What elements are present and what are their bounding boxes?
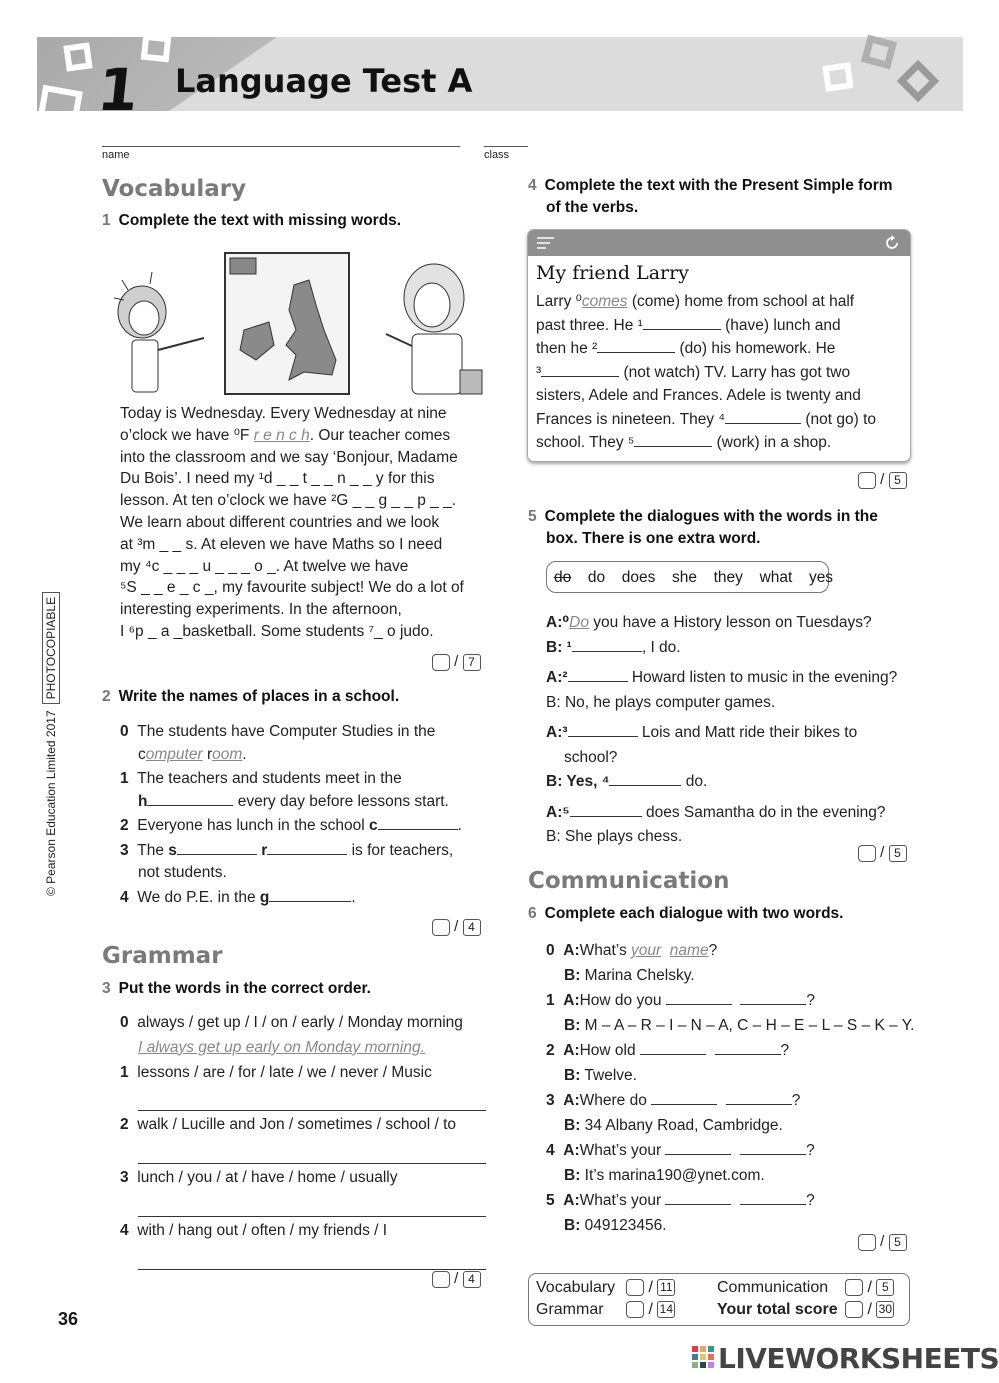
item-number: 2 — [546, 1042, 555, 1059]
dialogue-line — [546, 721, 916, 746]
score-box[interactable] — [626, 1279, 644, 1296]
item-text: We do P.E. in the — [137, 888, 256, 906]
speaker: A:⁰ — [546, 614, 570, 631]
punct: ? — [791, 1092, 801, 1109]
answer-blank[interactable] — [572, 638, 642, 652]
q5-number: 5 — [528, 508, 537, 525]
item-number: 1 — [546, 992, 555, 1009]
passage-text: o’clock we have ⁰F — [120, 426, 250, 444]
tally-label: Grammar — [536, 1301, 604, 1318]
answer-blank[interactable] — [597, 339, 675, 353]
passage-line: into the classroom and we say ‘Bonjour, Madame — [120, 448, 458, 466]
q3-item-4 — [120, 1220, 486, 1242]
score-total: 5 — [889, 472, 907, 489]
item-text: The students have Computer Studies in the — [137, 723, 436, 740]
answer-blank[interactable] — [609, 772, 681, 786]
text: past three. He ¹ — [536, 316, 643, 334]
word: what — [759, 569, 793, 586]
q4-number: 4 — [528, 177, 537, 194]
passage-line[interactable]: ⁵S _ _ e _ c _, my favourite subject! We do a lot of — [120, 579, 464, 597]
punct: . — [457, 817, 462, 834]
score-box[interactable] — [845, 1279, 863, 1296]
q1-instruction — [102, 212, 401, 230]
speaker: A:³ — [546, 724, 568, 741]
example-answer: oom — [212, 745, 243, 763]
text: How old — [579, 1042, 636, 1059]
text: Lois and Matt ride their bikes to — [641, 724, 858, 741]
text: How do you — [579, 992, 662, 1009]
q4-text: Complete the text with the Present Simple form — [544, 177, 893, 194]
q6-item-2: 2 A:How old ? — [546, 1042, 790, 1059]
example-answer: r e n c h — [253, 426, 310, 444]
tally-label: Vocabulary — [536, 1279, 616, 1296]
classroom-illustration — [104, 250, 484, 398]
grammar-heading: Grammar — [102, 943, 223, 969]
name-line[interactable] — [102, 146, 460, 147]
dialogue-line: B: No, he plays computer games. — [546, 693, 776, 711]
punct: ? — [780, 1042, 790, 1059]
q2-item-1 — [120, 768, 490, 791]
tally-label: Communication — [717, 1279, 829, 1296]
decor-square-icon — [37, 85, 83, 127]
q3-text: Put the words in the correct order. — [118, 980, 371, 997]
example-answer: Do — [569, 614, 589, 631]
item-words: lunch / you / at / have / home / usually — [137, 1169, 398, 1187]
text: 049123456. — [584, 1217, 667, 1234]
q4-text: of the verbs. — [546, 199, 639, 216]
q2-number: 2 — [102, 688, 111, 705]
card-line — [536, 337, 908, 361]
q6-reply-0: B: Marina Chelsky. — [564, 967, 695, 984]
decor-square-icon — [822, 62, 853, 92]
q3-item-3 — [120, 1167, 486, 1189]
q2-score: / 4 — [432, 918, 481, 936]
answer-blank[interactable] — [568, 723, 638, 737]
card-line — [536, 431, 908, 455]
score-total: 14 — [657, 1301, 675, 1318]
q6-text: Complete each dialogue with two words. — [544, 905, 844, 922]
punct: . — [351, 888, 356, 906]
q6-reply-4: B: It’s marina190@ynet.com. — [564, 1167, 765, 1184]
text: ³ — [536, 363, 542, 381]
score-total: 4 — [463, 919, 481, 936]
q1-score: / 7 — [432, 653, 481, 671]
item-number: 5 — [546, 1192, 555, 1209]
passage-line[interactable]: lesson. At ten o’clock we have ²G _ _ g _ _ p _ _. — [120, 492, 457, 510]
q4-instruction — [528, 175, 928, 219]
item-words: with / hang out / often / my friends / I — [137, 1221, 388, 1239]
answer-blank[interactable] — [269, 888, 351, 902]
text: Larry ⁰ — [536, 293, 582, 310]
unit-number: 1 — [94, 56, 142, 124]
answer-line[interactable] — [138, 1136, 486, 1164]
answer-blank[interactable] — [643, 316, 721, 330]
passage-line[interactable]: at ³m _ _ s. At eleven we have Maths so I need — [120, 535, 443, 553]
q2-item-4 — [120, 887, 490, 910]
score-total: 5 — [876, 1279, 894, 1296]
passage-line — [120, 425, 490, 447]
q6-item-3: 3 A:Where do ? — [546, 1092, 801, 1109]
text: Marina Chelsky. — [584, 967, 695, 984]
card-toolbar — [528, 230, 910, 256]
answer-blank[interactable] — [568, 668, 628, 682]
answer-blank[interactable] — [726, 1091, 792, 1105]
dialogue-line — [546, 801, 916, 826]
card-title: My friend Larry — [536, 262, 689, 284]
word: yes — [808, 569, 834, 586]
punct: ? — [708, 942, 718, 959]
card-line — [536, 408, 908, 432]
tally-grammar: Grammar / 14 — [536, 1301, 675, 1319]
passage-line[interactable]: my ⁴c _ _ _ u _ _ _ o _. At twelve we have — [120, 557, 409, 575]
answer-blank[interactable] — [725, 410, 801, 424]
q6-reply-1: B: M – A – R – I – N – A, C – H – E – L – S – K – Y. — [564, 1017, 915, 1034]
passage-line: Today is Wednesday. Every Wednesday at nine — [120, 405, 447, 422]
passage-line[interactable]: Du Bois’. I need my ¹d _ _ t _ _ n _ _ y for this — [120, 470, 435, 488]
passage-line: interesting experiments. In the afternoon, — [120, 601, 402, 619]
q5-dialogues — [546, 611, 916, 850]
word: she — [672, 569, 697, 586]
card-line — [536, 361, 908, 385]
text: (come) home from school at half — [631, 293, 855, 310]
answer-line[interactable] — [138, 1189, 486, 1217]
card-line — [536, 290, 908, 314]
answer-line[interactable] — [138, 1083, 486, 1111]
girl-illustration — [114, 272, 204, 392]
letter: h — [138, 792, 148, 810]
word: they — [713, 569, 743, 586]
speaker: A:² — [546, 669, 568, 686]
item-number: 2 — [120, 817, 129, 834]
q3-instruction — [102, 980, 371, 998]
text: M – A – R – I – N – A, C – H – E – L – S – K – Y. — [584, 1017, 915, 1034]
q3-items — [120, 1012, 486, 1270]
passage-line[interactable]: I ⁶p _ a _basketball. Some students ⁷_ o judo. — [120, 622, 434, 640]
q6-reply-2: B: Twelve. — [564, 1067, 637, 1084]
answer-blank[interactable] — [715, 1041, 781, 1055]
dialogue-line: school? — [564, 748, 618, 766]
text: Where do — [579, 1092, 647, 1109]
text: , I do. — [641, 638, 681, 656]
text: What’s your — [579, 1192, 662, 1209]
menu-icon[interactable] — [537, 237, 555, 249]
text: 34 Albany Road, Cambridge. — [584, 1117, 783, 1134]
larry-card — [527, 229, 911, 462]
punct: ? — [806, 1192, 815, 1209]
text: Frances is nineteen. They ⁴ — [536, 410, 726, 428]
q5-text: Complete the dialogues with the words in the — [544, 508, 878, 525]
q3-score: / 4 — [432, 1270, 481, 1288]
score-box[interactable] — [432, 1271, 450, 1288]
decor-square-icon — [141, 34, 172, 63]
answer-blank[interactable] — [541, 363, 619, 377]
score-total: 4 — [463, 1271, 481, 1288]
q3-number: 3 — [102, 980, 111, 997]
item-words: always / get up / I / on / early / Monday morning — [137, 1014, 463, 1031]
answer-blank[interactable] — [665, 1141, 731, 1155]
card-passage — [536, 290, 908, 455]
item-number: 3 — [546, 1092, 555, 1109]
word: does — [621, 569, 656, 586]
q5-instruction — [528, 506, 928, 550]
q6-instruction — [528, 905, 843, 923]
score-box[interactable] — [858, 1234, 876, 1251]
example-answer: your — [631, 942, 662, 959]
answer-blank[interactable] — [570, 803, 642, 817]
item-number: 3 — [120, 841, 129, 859]
item-words: walk / Lucille and Jon / sometimes / school / to — [137, 1116, 457, 1134]
answer-blank[interactable] — [740, 991, 806, 1005]
q6-item-5: 5 A:What’s your ? — [546, 1192, 815, 1209]
text: (work) in a shop. — [716, 434, 832, 451]
teacher-illustration — [386, 264, 482, 394]
text: you have a History lesson on Tuesdays? — [593, 614, 872, 631]
answer-blank[interactable] — [665, 1191, 731, 1205]
answer-blank[interactable] — [640, 1041, 706, 1055]
letter: c — [138, 745, 146, 763]
liveworksheets-brand[interactable]: LIVEWORKSHEETS — [718, 1342, 999, 1375]
example-answer: comes — [581, 293, 628, 310]
card-line — [536, 314, 908, 338]
q6-number: 6 — [528, 905, 537, 922]
tally-label: Your total score — [717, 1301, 838, 1318]
liveworksheets-logo-icon — [692, 1346, 714, 1370]
q2-item-0 — [120, 721, 490, 744]
q6-reply-3: B: 34 Albany Road, Cambridge. — [564, 1117, 783, 1134]
page-title: Language Test A — [175, 62, 473, 100]
letter: r — [206, 745, 213, 763]
score-total: 11 — [657, 1279, 675, 1296]
item-number: 0 — [120, 1014, 129, 1031]
score-box[interactable] — [626, 1301, 644, 1318]
q2-instruction — [102, 688, 399, 706]
item-number: 0 — [120, 723, 129, 740]
item-number: 4 — [546, 1142, 555, 1159]
page-number: 36 — [58, 1309, 79, 1329]
answer-blank[interactable] — [651, 1091, 717, 1105]
item-text: not students. — [138, 864, 227, 881]
answer-blank[interactable] — [740, 1191, 806, 1205]
q1-passage — [120, 403, 490, 643]
q2-item-0-answer — [120, 744, 490, 767]
q2-item-2 — [120, 815, 490, 838]
tally-comm: Communication / 5 — [717, 1279, 894, 1297]
photocopiable-badge: PHOTOCOPIABLE — [42, 592, 60, 704]
item-text: Everyone has lunch in the school — [137, 817, 365, 834]
punct: ? — [806, 992, 816, 1009]
word-box — [546, 561, 834, 593]
answer-blank[interactable] — [177, 841, 257, 855]
text: (not go) to — [805, 410, 876, 428]
score-box[interactable] — [432, 919, 450, 936]
communication-heading: Communication — [528, 868, 730, 894]
text: does Samantha do in the evening? — [645, 803, 886, 821]
speaker: B: Yes, ⁴ — [546, 773, 610, 790]
item-number: 1 — [120, 1063, 129, 1081]
example-answer: omputer — [145, 745, 203, 763]
speaker: B: ¹ — [546, 638, 572, 656]
q6-items — [546, 938, 926, 1238]
decor-square-icon — [63, 42, 92, 71]
q5-line-1 — [528, 506, 928, 528]
q6-score: / 5 — [858, 1233, 907, 1251]
name-label: name — [102, 149, 130, 161]
item-number: 0 — [546, 942, 555, 959]
tally-vocab: Vocabulary / 11 — [536, 1279, 675, 1297]
copyright-text: © Pearson Education Limited 2017 — [44, 710, 58, 896]
speaker: A:⁵ — [546, 803, 570, 821]
vocabulary-heading: Vocabulary — [102, 176, 247, 202]
answer-blank[interactable] — [147, 792, 233, 806]
answer-blank[interactable] — [378, 816, 458, 830]
example-answer: I always get up early on Monday morning. — [138, 1038, 425, 1056]
q2-items — [120, 721, 490, 909]
text: (do) his homework. He — [679, 340, 836, 357]
answer-line[interactable] — [138, 1242, 486, 1270]
item-number: 4 — [120, 1221, 129, 1239]
q2-item-1-line — [120, 791, 490, 814]
item-number: 2 — [120, 1116, 129, 1134]
q6-reply-5: B: 049123456. — [564, 1217, 667, 1234]
item-text: The — [137, 841, 164, 859]
q3-item-1 — [120, 1062, 486, 1084]
score-box[interactable] — [858, 845, 876, 862]
word: do — [587, 569, 606, 586]
dialogue-line — [546, 636, 916, 661]
item-words: lessons / are / for / late / we / never / Music — [137, 1063, 432, 1081]
q2-item-3 — [120, 840, 490, 863]
answer-blank[interactable] — [740, 1141, 806, 1155]
q2-text: Write the names of places in a school. — [118, 688, 400, 705]
item-text: The teachers and students meet in the — [137, 770, 402, 787]
example-answer: name — [669, 942, 709, 959]
passage-text: . Our teacher comes — [309, 426, 451, 444]
text: school. They ⁵ — [536, 434, 635, 451]
text: (have) lunch and — [725, 316, 841, 334]
class-label: class — [484, 149, 510, 161]
text: Twelve. — [584, 1067, 637, 1084]
q6-item-4: 4 A:What’s your ? — [546, 1142, 815, 1159]
text: Howard listen to music in the evening? — [631, 669, 898, 686]
letter: c — [369, 817, 378, 834]
item-number: 4 — [120, 888, 129, 906]
answer-blank[interactable] — [267, 841, 347, 855]
text: What’s your — [579, 1142, 662, 1159]
letter: s — [168, 841, 177, 859]
item-text: every day before lessons start. — [237, 792, 449, 810]
dialogue-line — [546, 666, 916, 691]
q4-score: / 5 — [858, 471, 907, 489]
score-box[interactable] — [858, 472, 876, 489]
score-box[interactable] — [432, 654, 450, 671]
item-text: is for teachers, — [351, 841, 454, 859]
map-illustration — [225, 253, 349, 394]
text: (not watch) TV. Larry has got two — [623, 363, 851, 381]
passage-line: We learn about different countries and we look — [120, 513, 440, 531]
q5-score: / 5 — [858, 844, 907, 862]
q1-number: 1 — [102, 212, 111, 229]
q1-text: Complete the text with missing words. — [118, 212, 402, 229]
q4-line-1 — [528, 175, 928, 197]
answer-blank[interactable] — [634, 433, 712, 447]
letter: g — [259, 888, 270, 906]
item-number: 3 — [120, 1169, 129, 1187]
dialogue-line — [546, 611, 916, 636]
q3-item-2 — [120, 1114, 486, 1136]
dialogue-line: B: She plays chess. — [546, 828, 683, 845]
text: What’s — [579, 942, 627, 959]
text: do. — [685, 773, 708, 790]
punct: ? — [806, 1142, 815, 1159]
q5-text: box. There is one extra word. — [546, 530, 761, 547]
card-line: sisters, Adele and Frances. Adele is twenty and — [536, 387, 861, 404]
refresh-icon[interactable] — [884, 235, 900, 251]
answer-blank[interactable] — [666, 991, 732, 1005]
score-total: 5 — [889, 1234, 907, 1251]
q6-item-1: 1 A:How do you ? — [546, 992, 816, 1009]
q3-item-0 — [120, 1012, 486, 1034]
text: It’s marina190@ynet.com. — [584, 1167, 765, 1184]
word-crossed: do — [554, 569, 572, 586]
item-number: 1 — [120, 770, 129, 787]
letter: r — [261, 841, 268, 859]
side-copyright — [44, 548, 58, 896]
q6-item-0: 0 A:What’s your name? — [546, 942, 718, 959]
punct: . — [242, 745, 247, 763]
score-total: 7 — [463, 654, 481, 671]
class-line[interactable] — [484, 146, 528, 147]
word-list — [554, 569, 833, 587]
text: then he ² — [536, 340, 598, 357]
score-box[interactable] — [845, 1301, 863, 1318]
tally-total: Your total score / 30 — [717, 1301, 894, 1319]
dialogue-line — [546, 770, 916, 795]
score-total: 30 — [876, 1301, 894, 1318]
score-total: 5 — [889, 845, 907, 862]
